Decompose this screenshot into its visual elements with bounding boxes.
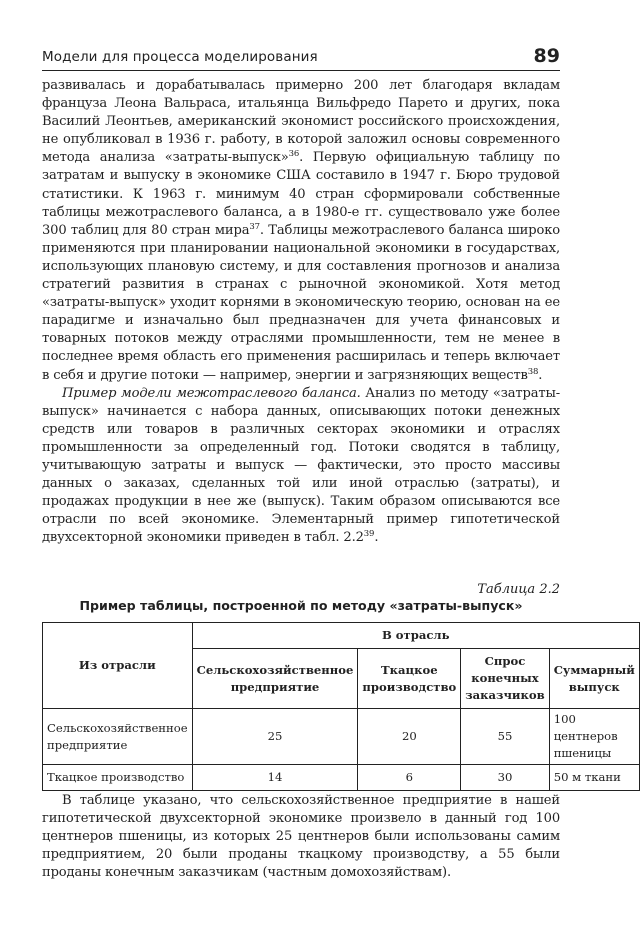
p3-text: В таблице указано, что сельскохозяйственное предприятие в нашей гипотетической двухсекторной экономике произвело в данный год 100 центнеров пшеницы, из которых 25 центнеров были использованы самим предприятием, 20 были проданы ткацкому производству, а 55 были проданы конечным заказчикам (частным домохозяйствам). bbox=[42, 793, 560, 881]
col-weaving: Ткацкое производство bbox=[358, 649, 461, 709]
paragraph-3 bbox=[42, 792, 560, 882]
running-header bbox=[42, 44, 560, 71]
table-title: Пример таблицы, построенной по методу «затраты-выпуск» bbox=[79, 598, 523, 613]
footnote-ref-38: 38 bbox=[527, 366, 539, 377]
p1-text-a: развивалась и дорабатывалась примерно 200 лет благодаря вкладам француза Леона Вальраса, итальянца Вильфредо Парето и других, пока Василий Леонтьев, американский экономист российского происхождения, не опубликовал в 1936 г. работу, в которой заложил основы современного метода анализа «затраты-выпуск» bbox=[42, 78, 560, 166]
p2-text-b: . bbox=[374, 530, 379, 546]
footnote-ref-37: 37 bbox=[249, 221, 260, 232]
table-row bbox=[43, 765, 640, 791]
p1-text-b: . Первую официальную таблицу по затратам и выпуску в экономике США составило в 1947 г. Бюро трудовой статистики. К 1963 г. минимум 40 стран сформировали собственные таблицы межотраслевого баланса, а в 1980-е гг. существовало уже более 300 таблиц для 80 стран мира bbox=[42, 150, 560, 238]
cell-value: 25 bbox=[192, 709, 358, 765]
table-number: Таблица 2.2 bbox=[477, 582, 560, 597]
cell-value: 6 bbox=[358, 765, 461, 791]
table-row bbox=[43, 709, 640, 765]
input-output-table bbox=[42, 622, 640, 791]
p1-text-d: . bbox=[538, 367, 543, 383]
col-total-output: Суммарный выпуск bbox=[549, 649, 639, 709]
p2-lead-italic: Пример модели межотраслевого баланса. bbox=[62, 385, 361, 401]
cell-value: 14 bbox=[192, 765, 358, 791]
to-header: В отрасль bbox=[192, 623, 639, 649]
from-header: Из отрасли bbox=[43, 623, 193, 709]
col-final-demand: Спрос конечных заказчиков bbox=[461, 649, 549, 709]
row-label: Сельскохозяйственное предприятие bbox=[43, 709, 193, 765]
running-title: Модели для процесса моделирования bbox=[42, 49, 318, 65]
cell-value: 55 bbox=[461, 709, 549, 765]
footnote-ref-39: 39 bbox=[363, 529, 375, 540]
cell-value: 30 bbox=[461, 765, 549, 791]
footnote-ref-36: 36 bbox=[288, 149, 300, 160]
p1-text-c: . Таблицы межотраслевого баланса широко применяются при планировании национальной экономики в государствах, использующих плановую систему, и для составления прогнозов и анализа стратегий развития в странах с рыночной экономикой. Хотя метод «затраты-выпуск» уходит корнями в экономическую теорию, основан на ее парадигме и изначально был предназначен для учета финансовых и товарных потоков между отраслями промышленности, тем не менее в последнее время область его применения расширилась и теперь включает в себя и другие потоки — например, энергии и загрязняющих веществ bbox=[42, 222, 560, 383]
paragraph-2 bbox=[42, 385, 560, 548]
p2-text-a: Анализ по методу «затраты-выпуск» начинается с набора данных, описывающих потоки денежных средств или товаров в различных секторах экономики и отраслях промышленности за определенный год. Потоки сводятся в таблицу, учитывающую затраты и выпуск — фактически, это просто массивы данных о заказах, сделанных той или иной отраслью (затраты), и продажах продукции в нее же (выпуск). Таким образом описываются все отрасли по всей экономике. Элементарный пример гипотетической двухсекторной экономики приведен в табл. 2.2 bbox=[42, 385, 560, 546]
cell-value: 20 bbox=[358, 709, 461, 765]
cell-total: 50 м ткани bbox=[549, 765, 639, 791]
row-label: Ткацкое производство bbox=[43, 765, 193, 791]
page-number: 89 bbox=[533, 45, 560, 67]
col-agriculture: Сельскохозяйственное предприятие bbox=[192, 649, 358, 709]
cell-total: 100 центнеров пшеницы bbox=[549, 709, 639, 765]
paragraph-1 bbox=[42, 77, 560, 385]
body-text bbox=[42, 77, 560, 547]
